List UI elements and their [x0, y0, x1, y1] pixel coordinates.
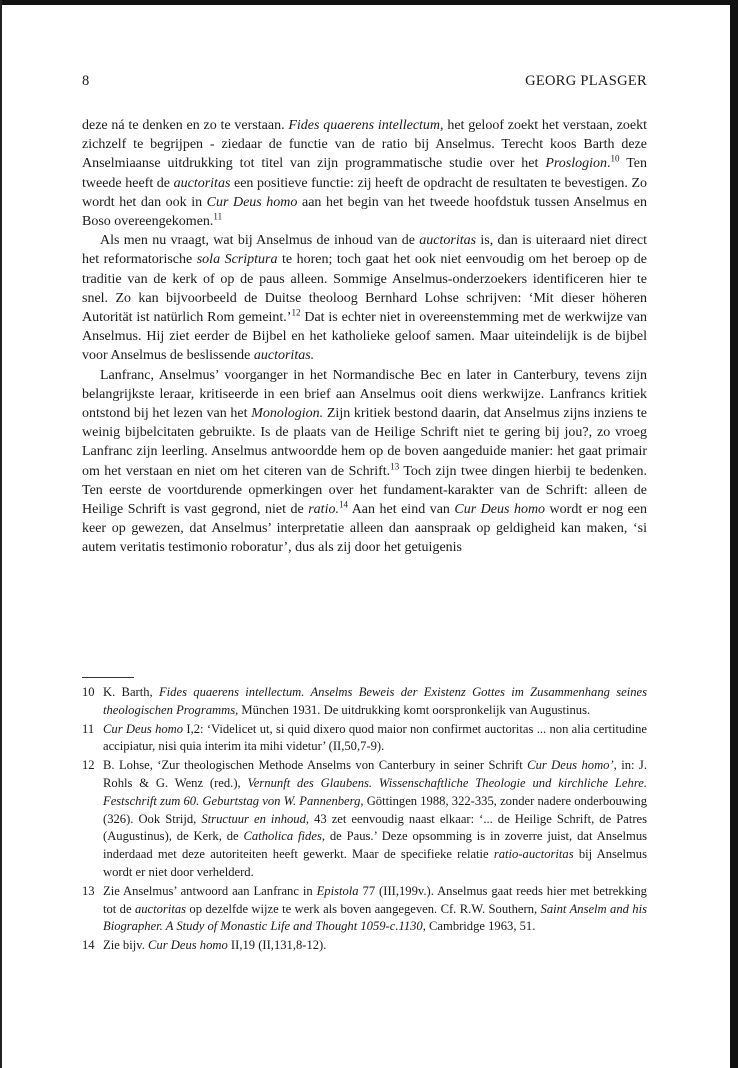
scan-border-top: [0, 0, 738, 5]
footnote-number: 13: [82, 883, 95, 898]
footnote-14: [82, 937, 647, 955]
footnote-number: 11: [82, 721, 95, 736]
footnote-number: 10: [82, 685, 95, 699]
italic-text: auctoritas: [134, 901, 187, 916]
text-run: Als men nu vraagt, wat bij Anselmus de inhoud van de: [100, 233, 420, 249]
text-run: , Cambridge 1963, 51.: [422, 919, 536, 934]
text-run: te horen; toch gaat het ook niet eenvoudig om het beroep op de traditie van de kerk of op de paus alleen. Sommige Anselmus-onderzoekers identificeren hier te snel. Zo kan bijvoorbeeld de Duitse theoloog Bernhard Lohse schrijven: ‘Mit dieser höheren Autorität ist natürlich Rom gemeint.’: [82, 252, 647, 326]
italic-text: auctoritas: [173, 175, 231, 191]
text-run: Zie Anselmus’ antwoord aan Lanfranc in: [103, 883, 317, 898]
text-run: Dat is echter niet in overeenstemming met de werkwijze van Anselmus. Hij ziet eerder de Bijbel en het katholieke geloof samen. Maar uiteindelijk is de bijbel voor Anselmus de beslissende: [82, 310, 647, 364]
footnote-ref: 13: [390, 461, 400, 471]
text-run: Aan het eind van: [347, 502, 455, 518]
footnote-ref: 14: [338, 499, 348, 510]
italic-text: Cur Deus homo: [103, 721, 184, 736]
footnote-ref: 10: [610, 153, 620, 164]
italic-text: Fides quaerens intellectum. Anselms Beweis der Existenz Gottes im Zusammenhang seines theologischen Programms: [103, 685, 647, 717]
italic-text: Cur Deus homo’: [527, 758, 614, 773]
text-run: , in: J. Rohls & G. Wenz (red.),: [103, 758, 647, 790]
italic-text: Structuur en inhoud: [201, 811, 306, 826]
footnote-ref: 12: [291, 307, 301, 318]
paragraph-3: [82, 366, 647, 558]
text-run: K. Barth,: [103, 685, 159, 699]
paragraph-2: [82, 231, 647, 365]
running-head: GEORG PLASGER: [525, 73, 647, 89]
italic-text: auctoritas: [419, 233, 477, 249]
footnote-text: [103, 884, 647, 934]
footnote-text: [103, 685, 647, 717]
text-run: een positieve functie: zij heeft de opdracht de resultaten te bevestigen. Zo wordt het dan ook in: [82, 175, 647, 210]
body-text: [82, 116, 647, 558]
italic-text: ratio.: [308, 502, 339, 518]
italic-text: auctoritas.: [253, 348, 315, 364]
footnotes: [82, 684, 647, 956]
text-run: , Göttingen 1988, 322-335, zonder nadere onderbouwing (326). Ook Strijd,: [103, 793, 647, 826]
scan-border-right: [730, 0, 738, 1068]
text-run: , het geloof zoekt het verstaan, zoekt zichzelf te begrijpen - ziedaar de functie van de ratio bij Anselmus. Terecht koos Barth deze Anselmiaanse uitdrukking tot titel van zijn programmatische studie over het: [82, 118, 648, 172]
footnote-12: [82, 757, 647, 882]
scan-border-left: [0, 0, 2, 1068]
text-run: B. Lohse, ‘Zur theologischen Methode Anselms von Canterbury in seiner Schrift: [103, 758, 528, 773]
footnote-text: [103, 758, 647, 879]
text-run: aan het begin van het tweede hoofdstuk tussen Anselmus en Boso overeengekomen.: [82, 194, 647, 230]
italic-text: Cur Deus homo: [206, 194, 298, 210]
footnote-separator: [82, 677, 134, 678]
italic-text: sola Scriptura: [196, 252, 278, 268]
footnote-number: 14: [82, 938, 95, 953]
footnote-11: [82, 721, 647, 757]
footnote-text: [103, 722, 647, 754]
italic-text: Cur Deus homo: [148, 938, 228, 953]
italic-text: ratio-auctoritas: [493, 847, 574, 862]
text-run: , de Paus.’ Deze opsomming is in zoverre juist, dat Anselmus inderdaad met deze autoriteiten heeft gewerkt. Maar de specifieke relatie: [103, 829, 648, 862]
text-run: deze ná te denken en zo te verstaan.: [82, 118, 289, 133]
text-run: , München 1931. De uitdrukking komt oorspronkelijk van Augustinus.: [235, 702, 591, 717]
footnote-text: [103, 938, 326, 952]
italic-text: Cur Deus homo: [454, 502, 546, 518]
footnote-ref: 11: [213, 211, 223, 222]
text-run: Ten tweede heeft de: [82, 156, 647, 191]
footnote-number: 12: [82, 758, 95, 773]
text-run: II,19 (II,131,8-12).: [227, 938, 327, 953]
text-run: op dezelfde wijze te werk als boven aangegeven. Cf. R.W. Southern,: [186, 901, 541, 916]
footnote-10: [82, 684, 647, 720]
italic-text: Proslogion: [545, 156, 608, 172]
footnote-13: [82, 883, 647, 936]
italic-text: Catholica fides: [243, 829, 322, 844]
text-run: wordt er nog een keer op gewezen, dat Anselmus’ interpretatie alleen dan aanspraak op geldigheid kan maken, ‘si autem veritatis testimonio roboratur’, dus als zij door het getuigenis: [82, 502, 647, 556]
text-run: Toch zijn twee dingen hierbij te bedenken. Ten eerste de voortdurende opmerkingen over het fundament-karakter van de Schrift: alleen de Heilige Schrift is vast gegrond, niet de: [82, 463, 647, 518]
italic-text: Vernunft des Glaubens. Wissenschaftliche Theologie und kirchliche Lehre. Festschrift zum 60. Geburtstag von W. Pannenberg: [103, 775, 647, 808]
text-run: bij Anselmus wordt er niet door verhelderd.: [103, 847, 647, 879]
italic-text: Epistola: [316, 883, 359, 898]
text-run: Zie bijv.: [103, 938, 149, 953]
text-run: .: [607, 156, 611, 172]
text-run: Lanfranc, Anselmus’ voorganger in het Normandische Bec en later in Canterbury, tevens zijn belangrijkste leraar, kritiseerde in een brief aan Anselmus ooit diens werkwijze. Lanfrancs kritiek ontstond bij het lezen van het: [82, 367, 647, 422]
italic-text: Monologion.: [251, 406, 324, 422]
page-number: 8: [82, 73, 90, 89]
text-run: I,2: ‘Videlicet ut, si quid dixero quod maior non confirmet auctoritas ... non alia certitudine accipiatur, nisi quia interim ita mihi videtur’ (II,50,7-9).: [103, 721, 647, 754]
text-run: Zijn kritiek bestond daarin, dat Anselmus zijns inziens te weinig bijbelcitaten gebruikte. Is de plaats van de Heilige Schrift niet te gering bij jou?, zo vroeg Lanfranc zijn leerling. Anselmus antwoordde hem op de boven aangeduide manier: het gaat primair om het verstaan en niet om het citeren van de Schrift.: [82, 406, 647, 479]
text-run: , 43 zet eenvoudig naast elkaar: ‘... de Heilige Schrift, de Patres (Augustinus), de Kerk, de: [103, 811, 647, 844]
italic-text: Fides quaerens intellectum: [288, 118, 441, 133]
paragraph-1: [82, 116, 647, 231]
text-run: 77 (III,199v.). Anselmus gaat reeds hier met betrekking tot de: [103, 883, 647, 916]
italic-text: Saint Anselm and his Biographer. A Study of Monastic Life and Thought 1059-c.1130: [103, 901, 647, 934]
text-run: is, dan is uiteraard niet direct het reformatorische: [82, 233, 647, 268]
